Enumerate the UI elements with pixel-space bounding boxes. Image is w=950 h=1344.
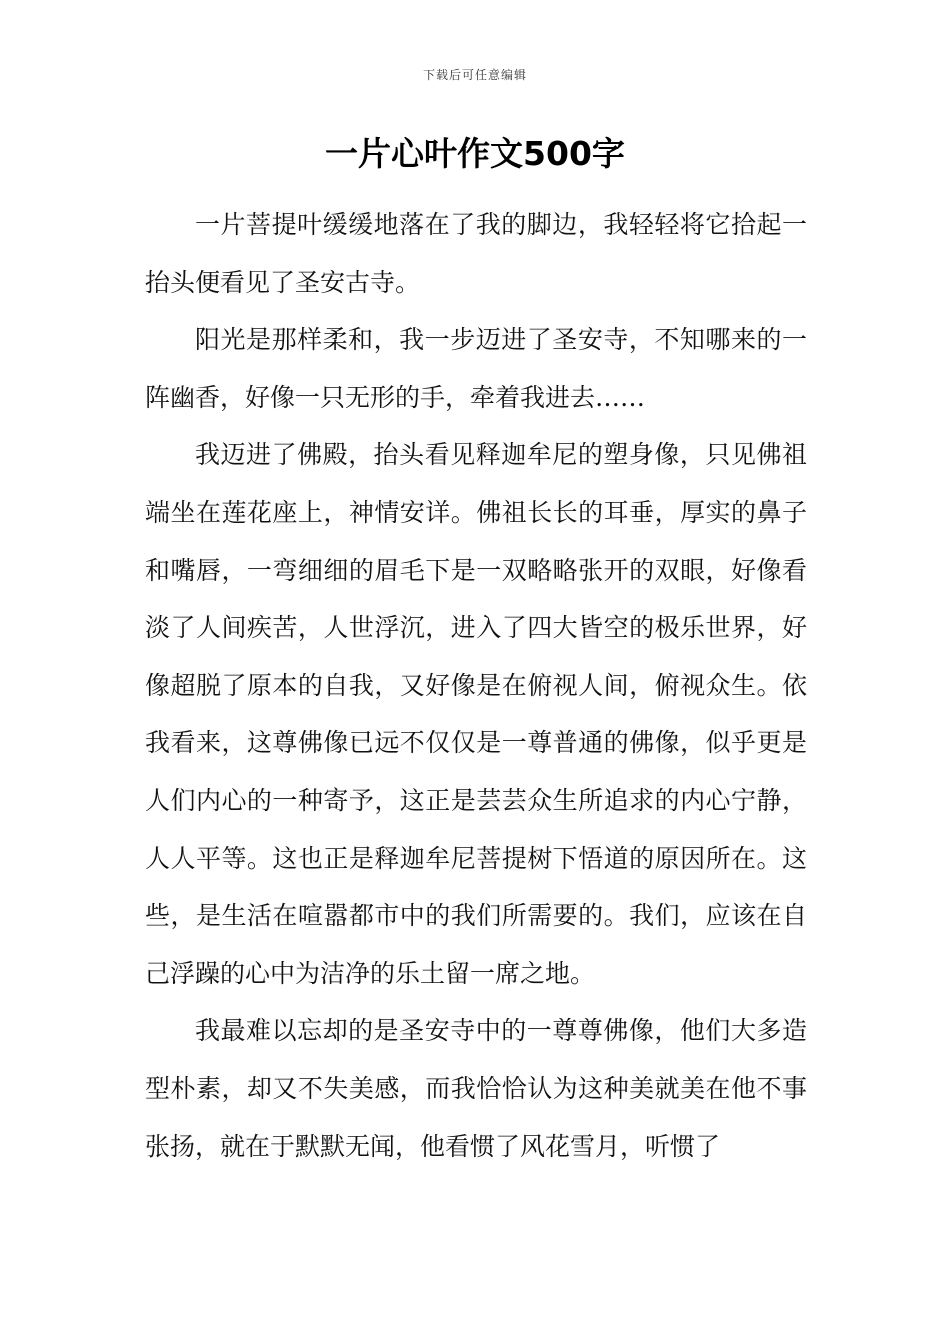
header-note: 下载后可任意编辑	[422, 68, 527, 82]
paragraph-1: 一片菩提叶缓缓地落在了我的脚边，我轻轻将它拾起一抬头便看见了圣安古寺。	[145, 210, 807, 297]
paragraph-2: 阳光是那样柔和，我一步迈进了圣安寺，不知哪来的一阵幽香，好像一只无形的手，牵着我进去……	[145, 325, 807, 412]
paragraph-4: 我最难以忘却的是圣安寺中的一尊尊佛像，他们大多造型朴素，却又不失美感，而我恰恰认为这种美就美在他不事张扬，就在于默默无闻，他看惯了风花雪月，听惯了	[145, 1016, 807, 1161]
article-body	[145, 196, 807, 1175]
paragraph-3: 我迈进了佛殿，抬头看见释迦牟尼的塑身像，只见佛祖端坐在莲花座上，神情安详。佛祖长长的耳垂，厚实的鼻子和嘴唇，一弯细细的眉毛下是一双略略张开的双眼，好像看淡了人间疾苦，人世浮沉，进入了四大皆空的极乐世界，好像超脱了原本的自我，又好像是在俯视人间，俯视众生。依我看来，这尊佛像已远不仅仅是一尊普通的佛像，似乎更是人们内心的一种寄予，这正是芸芸众生所追求的内心宁静，人人平等。这也正是释迦牟尼菩提树下悟道的原因所在。这些，是生活在喧嚣都市中的我们所需要的。我们，应该在自己浮躁的心中为洁净的乐土留一席之地。	[145, 440, 807, 988]
page-title: 一片心叶作文500字	[325, 134, 625, 173]
